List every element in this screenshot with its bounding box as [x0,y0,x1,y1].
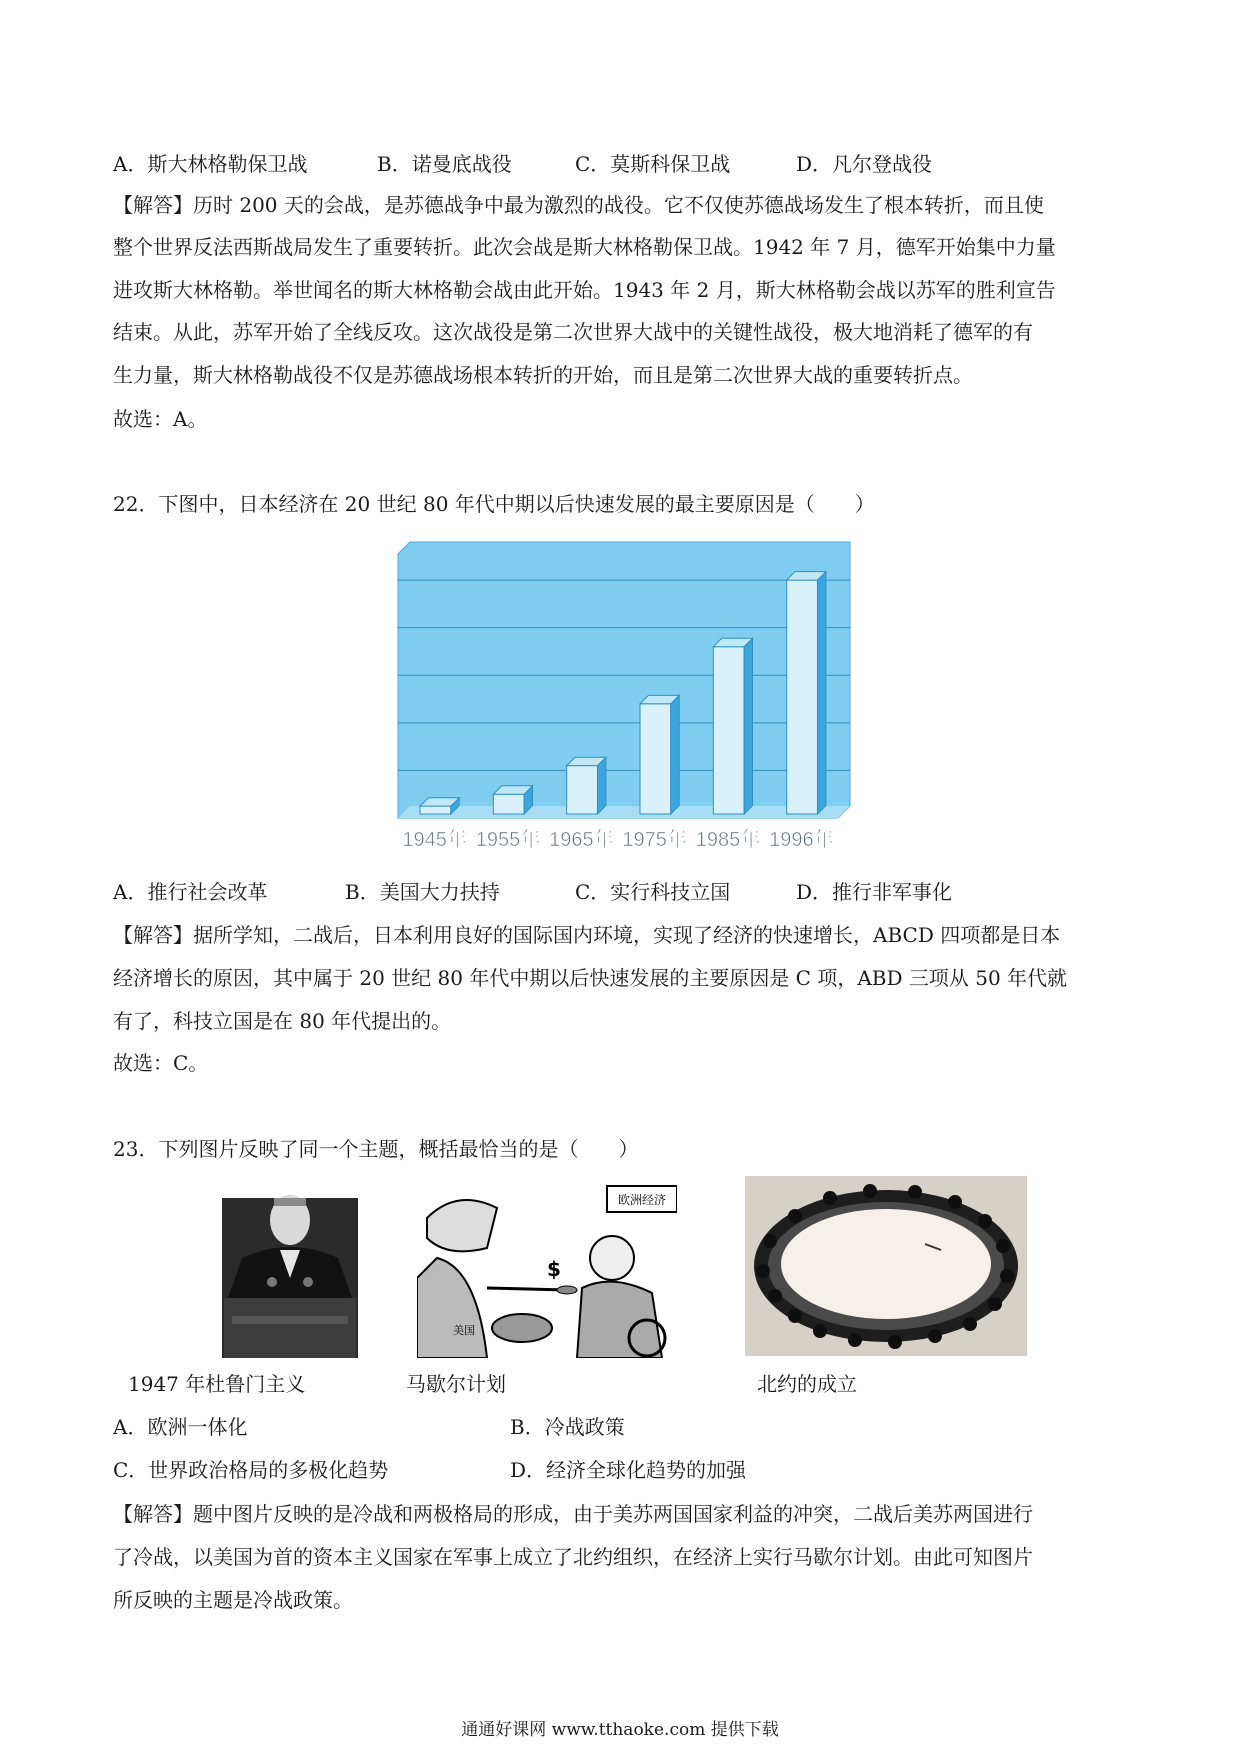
marshall-plan-cartoon [417,1178,677,1358]
q22-answer-line-2: 经济增长的原因，其中属于 20 世纪 80 年代中期以后快速发展的主要原因是 C 项，ABD 三项从 50 年代就 [113,966,1068,990]
chart-bar [567,766,598,814]
chart-background [398,542,850,818]
cartoon-sign: 欧洲经济 [617,1193,667,1207]
q21-answer-line-3: 进攻斯大林格勒。举世闻名的斯大林格勒会战由此开始。1943 年 2 月，斯大林格勒会战以苏军的胜利宣告 [113,278,1056,302]
chart-floor [398,806,850,818]
caption-truman: 1947 年杜鲁门主义 [128,1372,306,1396]
q22-option-c: C．实行科技立国 [575,880,731,904]
q22-question: 22．下图中，日本经济在 20 世纪 80 年代中期以后快速发展的最主要原因是（ ） [113,492,875,516]
chart-bar [640,704,671,814]
caption-marshall: 马歇尔计划 [406,1372,506,1396]
chart-x-label: 1945年 [402,829,467,851]
nato-meeting-photo [745,1176,1027,1356]
q23-option-b: B．冷战政策 [510,1415,625,1439]
chart-bar-side [744,638,752,814]
q21-option-c: C．莫斯科保卫战 [575,152,731,176]
q21-answer-line-5: 生力量，斯大林格勒战役不仅是苏德战场根本转折的开始，而且是第二次世界大战的重要转折点。 [113,363,973,387]
chart-x-label: 1996年 [769,829,834,851]
q22-option-b: B．美国大力扶持 [345,880,500,904]
q23-question: 23．下列图片反映了同一个主题，概括最恰当的是（ ） [113,1137,639,1161]
q23-answer-line-1: 【解答】题中图片反映的是冷战和两极格局的形成，由于美苏两国国家利益的冲突，二战后美苏两国进行 [113,1502,1033,1526]
chart-x-label: 1975年 [622,829,687,851]
q21-answer-line-4: 结束。从此，苏军开始了全线反攻。这次战役是第二次世界大战中的关键性战役，极大地消耗了德军的有 [113,320,1033,344]
cartoon-tag: 美国 [453,1324,475,1337]
q22-option-d: D．推行非军事化 [796,880,953,904]
chart-bar [493,794,524,814]
q23-answer-line-2: 了冷战，以美国为首的资本主义国家在军事上成立了北约组织，在经济上实行马歇尔计划。由此可知图片 [113,1545,1033,1569]
gdp-bar-chart [388,530,858,860]
chart-x-label: 1965年 [549,829,614,851]
q23-option-c: C．世界政治格局的多极化趋势 [113,1458,389,1482]
chart-bar [787,580,818,814]
chart-bar-side [671,695,679,814]
q21-answer-line-2: 整个世界反法西斯战局发生了重要转折。此次会战是斯大林格勒保卫战。1942 年 7 月，德军开始集中力量 [113,235,1056,259]
q21-option-a: A．斯大林格勒保卫战 [113,152,308,176]
chart-bar-side [817,572,825,814]
page-footer: 通通好课网 www.tthaoke.com 提供下载 [461,1720,779,1740]
q21-option-b: B．诺曼底战役 [377,152,512,176]
q23-option-a: A．欧洲一体化 [113,1415,248,1439]
q22-answer-line-3: 有了，科技立国是在 80 年代提出的。 [113,1009,452,1033]
q21-choice: 故选：A。 [113,407,208,431]
chart-x-label: 1985年 [695,829,761,851]
chart-bar-side [597,757,605,814]
chart-bar [420,806,451,814]
q22-answer-line-1: 【解答】据所学知，二战后，日本利用良好的国际国内环境，实现了经济的快速增长，ABCD 四项都是日本 [113,923,1061,947]
q23-answer-line-3: 所反映的主题是冷战政策。 [113,1588,353,1612]
q21-option-d: D．凡尔登战役 [796,152,933,176]
truman-photo [222,1178,358,1358]
chart-x-label: 1955年 [475,829,541,851]
q23-option-d: D．经济全球化趋势的加强 [510,1458,747,1482]
q22-option-a: A．推行社会改革 [113,880,268,904]
q22-choice: 故选：C。 [113,1051,209,1075]
chart-bar [713,647,744,814]
caption-nato: 北约的成立 [757,1372,857,1396]
cartoon-dollar: $ [547,1257,561,1281]
q21-answer-line-1: 【解答】历时 200 天的会战，是苏德战争中最为激烈的战役。它不仅使苏德战场发生了根本转折，而且使 [113,193,1044,217]
